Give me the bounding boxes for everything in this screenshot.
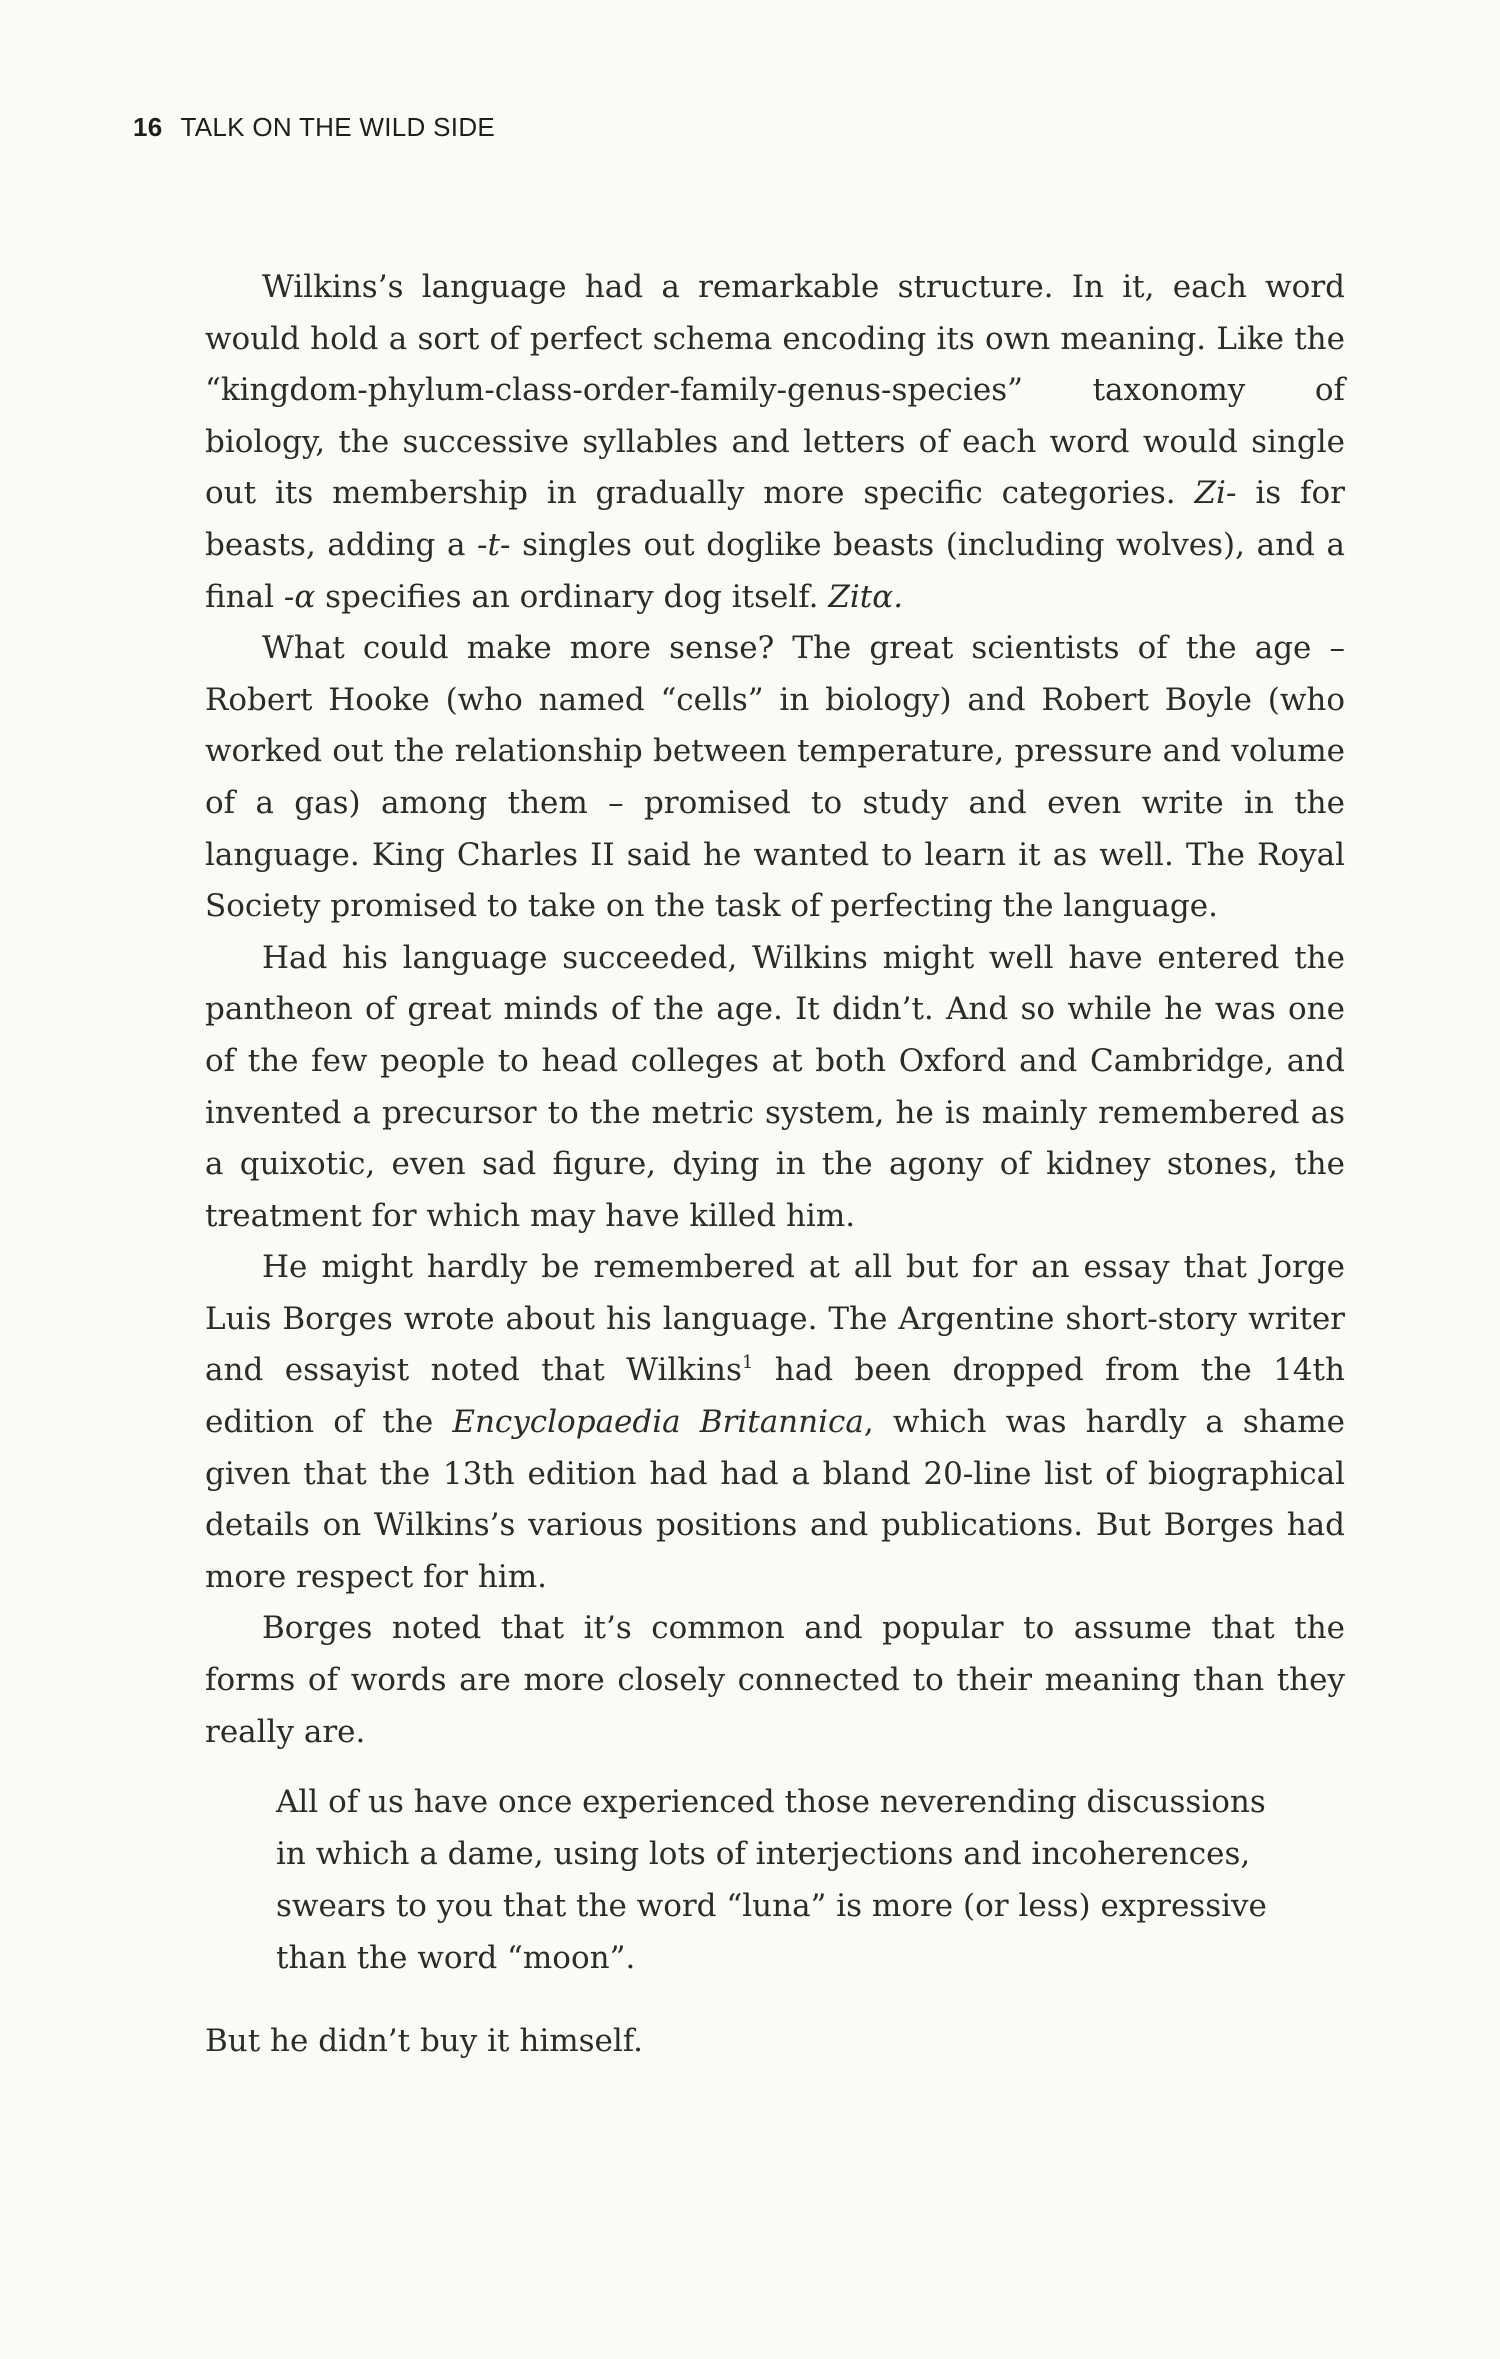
book-title: TALK ON THE WILD SIDE xyxy=(180,112,496,142)
footnote-marker[interactable]: 1 xyxy=(741,1352,754,1374)
paragraph-1-text: specifies an ordinary dog itself. xyxy=(315,578,829,615)
paragraph-5: Borges noted that it’s common and popular to assume that the forms of words are more closely connected to their meaning than they really are. xyxy=(205,1610,1345,1750)
paragraph-1-text: is for beasts, adding a xyxy=(205,475,1345,563)
example-zita: Zitα. xyxy=(828,578,904,615)
quote-text: All of us have once experienced those neverending discussions in which a dame, using lots of interjections and incoherences, swears to you that the word “luna” is more (or less) expressive than the word “moon”. xyxy=(276,1784,1267,1977)
paragraph-1-text: Wilkins’s language had a remarkable structure. In it, each word would hold a sort of perfect schema encoding its own meaning. Like the “kingdom-phylum-class-order-family-genus-species” taxonomy of biology, the successive syllables and letters of each word would single out its membership in gradually more specific categories. xyxy=(205,269,1345,512)
example-t: -t- xyxy=(477,526,511,563)
paragraph-4 xyxy=(205,1242,1345,1603)
paragraph-6: But he didn’t buy it himself. xyxy=(205,2023,644,2060)
body-text xyxy=(205,262,1345,2068)
paragraph-4-text: , which was hardly a shame given that the 13th edition had had a bland 20-line list of biographical details on Wilkins’s various positions and publications. But Borges had more respect for him. xyxy=(205,1404,1345,1595)
running-head xyxy=(133,112,495,143)
paragraph-3: Had his language succeeded, Wilkins might well have entered the pantheon of great minds of the age. It didn’t. And so while he was one of the few people to head colleges at both Oxford and Cambridge, and invented a precursor to the metric system, he is mainly remembered as a quixotic, even sad figure, dying in the agony of kidney stones, the treatment for which may have killed him. xyxy=(205,939,1345,1234)
example-alpha: -α xyxy=(283,578,316,615)
block-quote xyxy=(205,1776,1276,1984)
page-number: 16 xyxy=(133,112,163,142)
encyclopaedia-title: Encyclopaedia Britannica xyxy=(452,1404,864,1441)
paragraph-2: What could make more sense? The great scientists of the age – Robert Hooke (who named “cells” in biology) and Robert Boyle (who worked out the relationship between temperature, pressure and volume of a gas) among them – promised to study and even write in the language. King Charles II said he wanted to learn it as well. The Royal Society promised to take on the task of perfecting the language. xyxy=(205,630,1345,925)
paragraph-4-text: had been dropped from the 14th edition of the xyxy=(205,1352,1345,1441)
example-zi: Zi- xyxy=(1194,475,1237,512)
paragraph-1-text: singles out doglike beasts (including wolves), and a final xyxy=(205,526,1345,615)
paragraph-4-text: He might hardly be remembered at all but for an essay that Jorge Luis Borges wrote about his language. The Argentine short-story writer and essayist noted that Wilkins xyxy=(205,1249,1345,1389)
paragraph-1 xyxy=(205,262,1345,623)
